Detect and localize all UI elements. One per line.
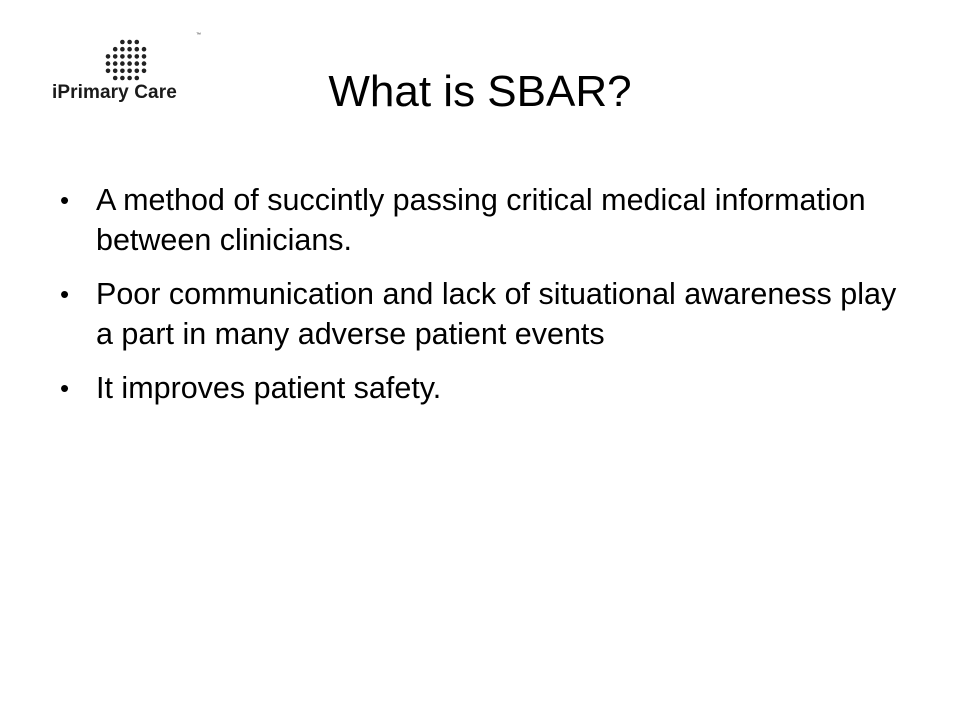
bullet-item: [58, 180, 898, 260]
bullet-item: [58, 368, 898, 408]
logo-dot: [135, 40, 140, 45]
logo-dot: [127, 54, 132, 59]
bullet-dot-icon: •: [60, 185, 70, 215]
bullet-dot-icon: •: [60, 279, 70, 309]
logo-dot: [113, 54, 118, 59]
logo-dot: [120, 40, 125, 45]
logo-dot: [127, 47, 132, 52]
slide-title-container: [0, 62, 960, 122]
logo-dot: [113, 47, 118, 52]
logo-trademark: ™: [196, 32, 202, 38]
logo-dot: [142, 47, 147, 52]
logo-dot: [135, 47, 140, 52]
logo-dot: [106, 54, 111, 59]
logo-dot: [135, 54, 140, 59]
bullet-text: A method of succintly passing critical medical information between clinicians.: [96, 183, 866, 257]
logo-dot: [142, 54, 147, 59]
logo-dot: [120, 47, 125, 52]
bullet-list: [58, 180, 898, 422]
bullet-text: Poor communication and lack of situational awareness play a part in many adverse patient events: [96, 277, 897, 351]
slide-title: What is SBAR?: [328, 67, 632, 116]
logo-dot: [127, 40, 132, 45]
logo-dot: [120, 54, 125, 59]
logo-wordmark: iPrimary Care: [52, 82, 177, 103]
bullet-dot-icon: •: [60, 373, 70, 403]
bullet-text: It improves patient safety.: [96, 371, 442, 405]
bullet-item: [58, 274, 898, 354]
